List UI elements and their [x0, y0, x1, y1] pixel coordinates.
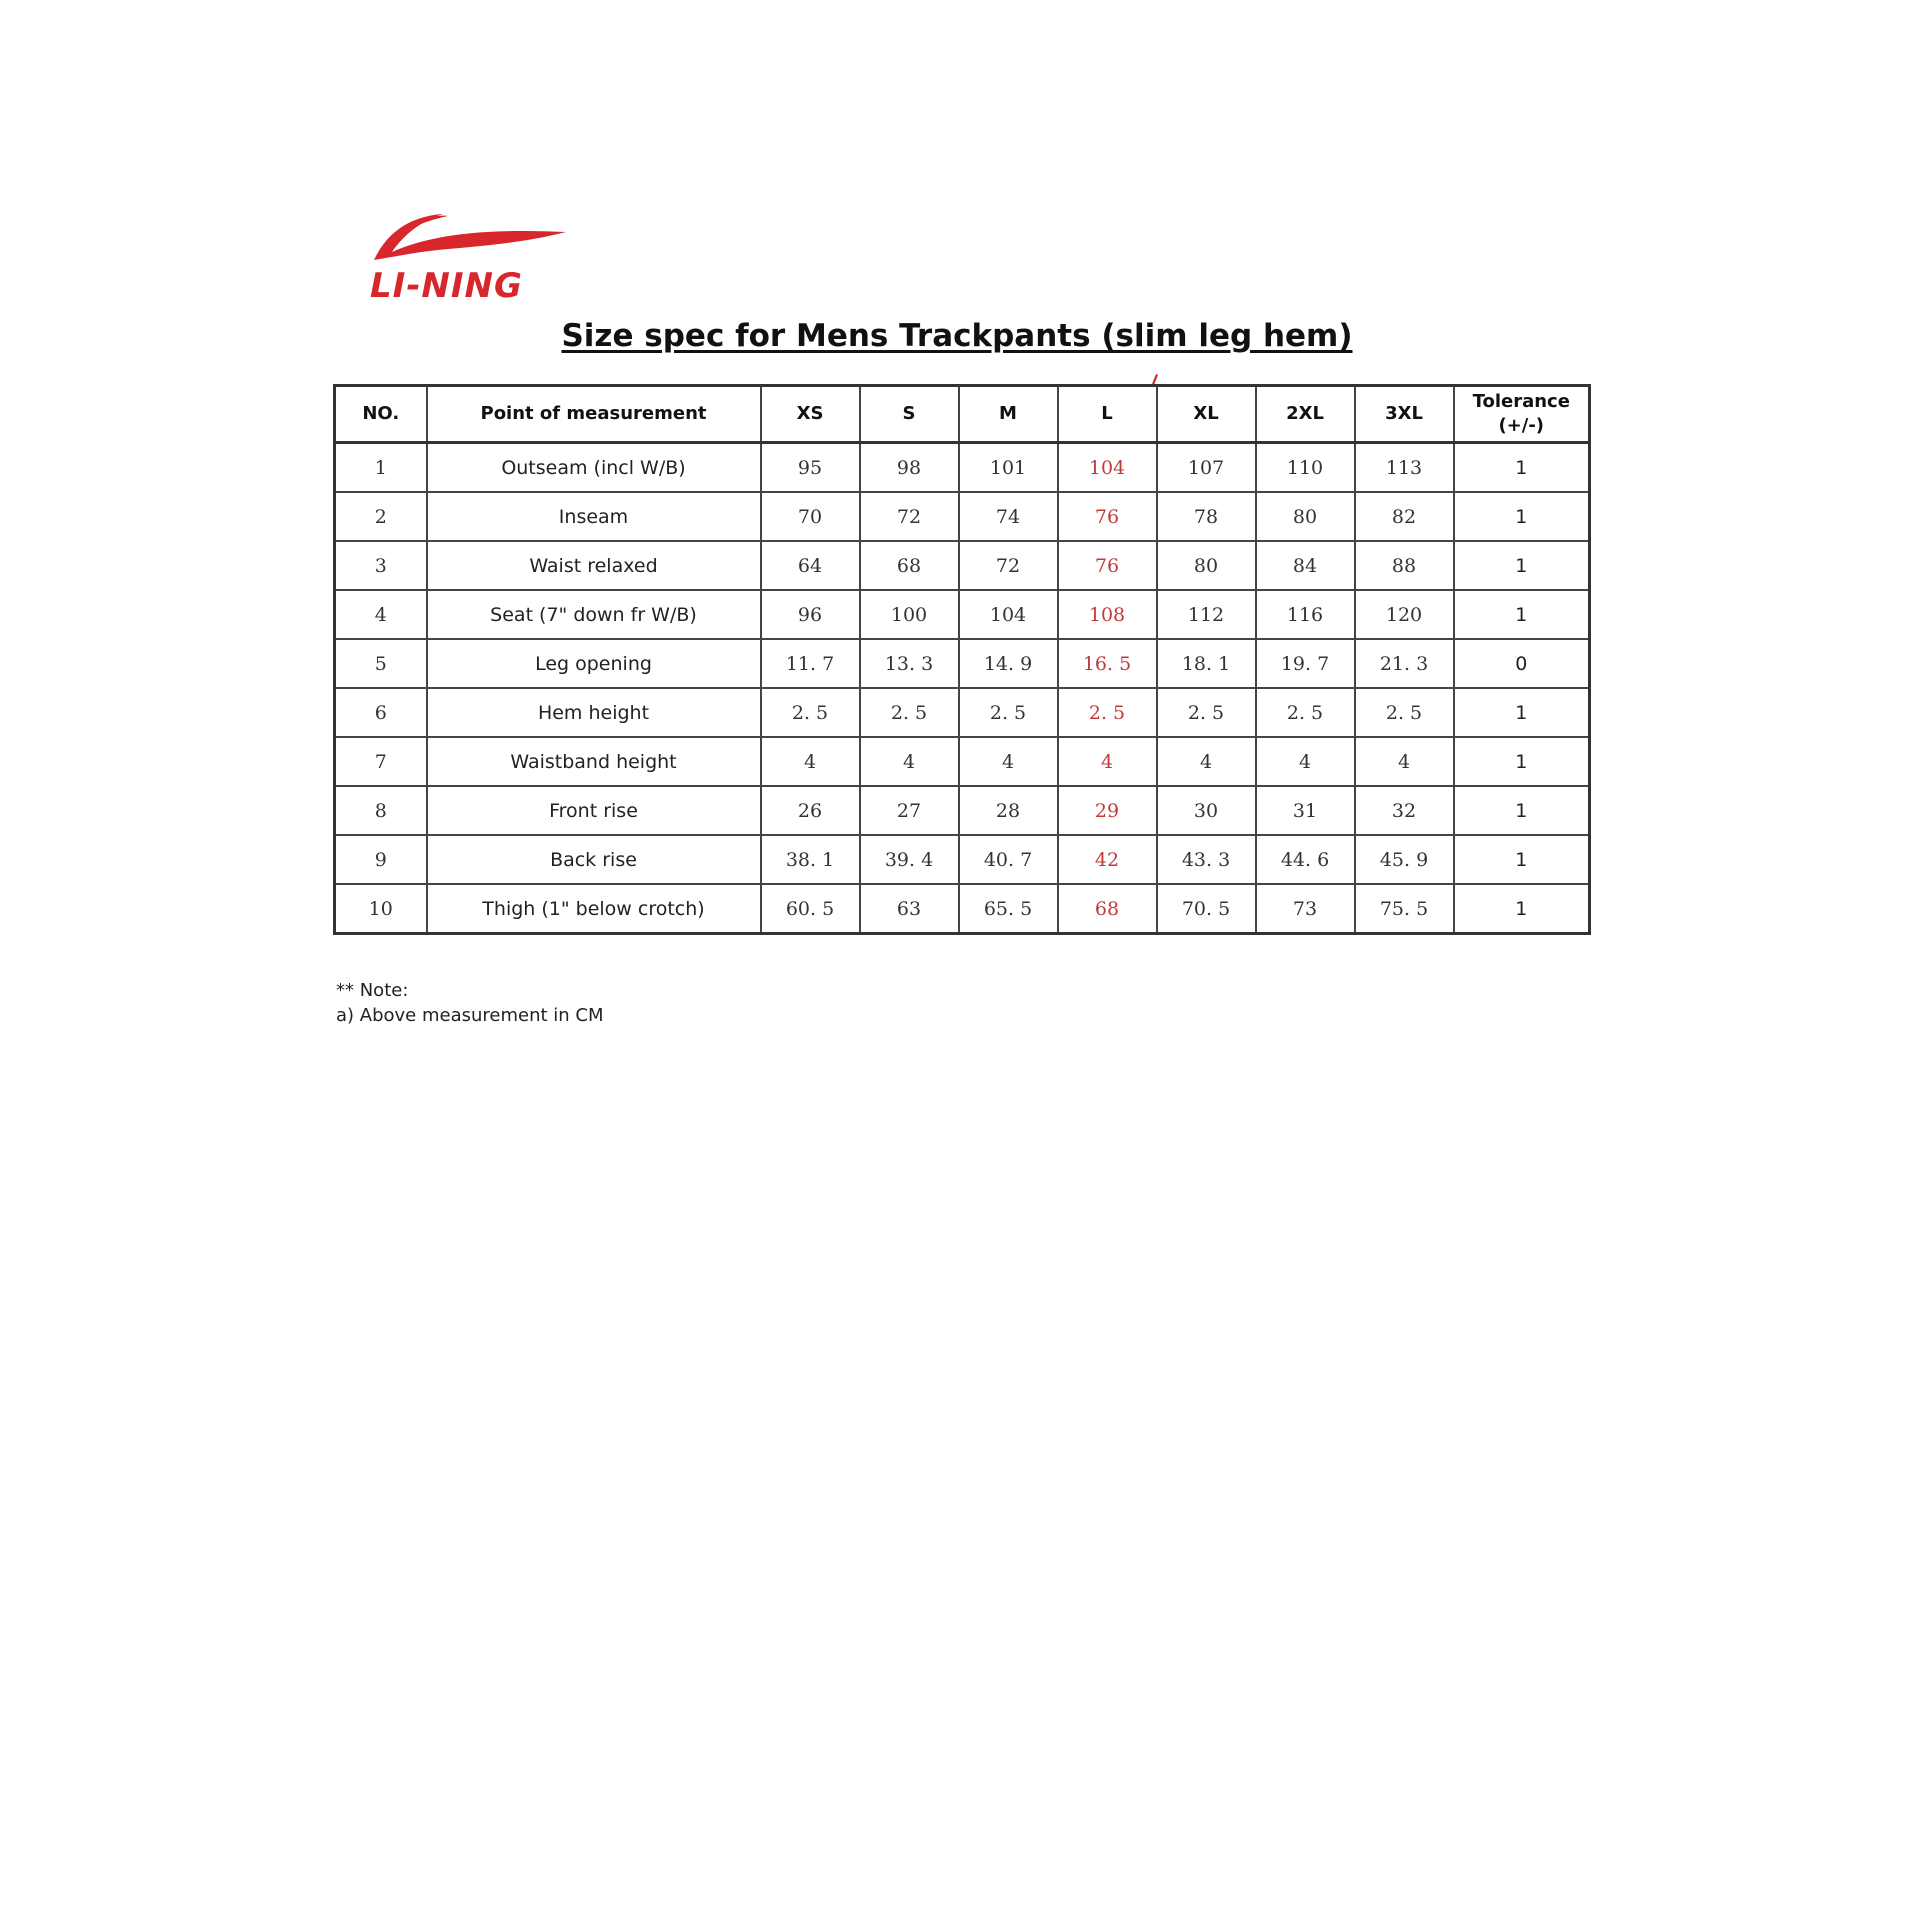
cell-m: 4	[959, 737, 1058, 786]
header-2xl: 2XL	[1256, 386, 1355, 443]
cell-m: 101	[959, 443, 1058, 493]
cell-xl: 43. 3	[1157, 835, 1256, 884]
header-xs: XS	[761, 386, 860, 443]
cell-s: 68	[860, 541, 959, 590]
cell-point-of-measurement: Back rise	[427, 835, 761, 884]
notes	[336, 978, 604, 1028]
cell-l: 29	[1058, 786, 1157, 835]
cell-s: 13. 3	[860, 639, 959, 688]
header-no: NO.	[335, 386, 427, 443]
cell-2xl: 110	[1256, 443, 1355, 493]
note-heading: ** Note:	[336, 980, 409, 1001]
cell-no: 9	[335, 835, 427, 884]
cell-point-of-measurement: Inseam	[427, 492, 761, 541]
cell-s: 27	[860, 786, 959, 835]
cell-2xl: 116	[1256, 590, 1355, 639]
cell-3xl: 32	[1355, 786, 1454, 835]
cell-xl: 70. 5	[1157, 884, 1256, 934]
cell-xs: 2. 5	[761, 688, 860, 737]
header-xl: XL	[1157, 386, 1256, 443]
cell-2xl: 31	[1256, 786, 1355, 835]
cell-no: 7	[335, 737, 427, 786]
cell-3xl: 45. 9	[1355, 835, 1454, 884]
cell-3xl: 82	[1355, 492, 1454, 541]
size-spec-table	[333, 384, 1591, 935]
cell-3xl: 113	[1355, 443, 1454, 493]
cell-m: 74	[959, 492, 1058, 541]
cell-l: 68	[1058, 884, 1157, 934]
table-row	[335, 688, 1590, 737]
cell-xl: 78	[1157, 492, 1256, 541]
table-row	[335, 786, 1590, 835]
header-tolerance: Tolerance (+/-)	[1454, 386, 1590, 443]
cell-l: 42	[1058, 835, 1157, 884]
svg-text:LI-NING: LI-NING	[370, 266, 523, 302]
cell-tolerance: 1	[1454, 443, 1590, 493]
cell-tolerance: 1	[1454, 737, 1590, 786]
cell-tolerance: 1	[1454, 541, 1590, 590]
cell-xs: 4	[761, 737, 860, 786]
cell-s: 2. 5	[860, 688, 959, 737]
cell-point-of-measurement: Waistband height	[427, 737, 761, 786]
cell-m: 104	[959, 590, 1058, 639]
cell-2xl: 84	[1256, 541, 1355, 590]
cell-no: 8	[335, 786, 427, 835]
cell-tolerance: 0	[1454, 639, 1590, 688]
cell-no: 2	[335, 492, 427, 541]
cell-xl: 18. 1	[1157, 639, 1256, 688]
cell-3xl: 120	[1355, 590, 1454, 639]
table-row	[335, 590, 1590, 639]
cell-xs: 11. 7	[761, 639, 860, 688]
cell-s: 72	[860, 492, 959, 541]
cell-xl: 80	[1157, 541, 1256, 590]
header-point-of-measurement: Point of measurement	[427, 386, 761, 443]
table-row	[335, 884, 1590, 934]
cell-xl: 107	[1157, 443, 1256, 493]
cell-point-of-measurement: Leg opening	[427, 639, 761, 688]
cell-point-of-measurement: Waist relaxed	[427, 541, 761, 590]
cell-3xl: 2. 5	[1355, 688, 1454, 737]
cell-2xl: 44. 6	[1256, 835, 1355, 884]
cell-m: 65. 5	[959, 884, 1058, 934]
cell-s: 63	[860, 884, 959, 934]
cell-m: 28	[959, 786, 1058, 835]
cell-m: 2. 5	[959, 688, 1058, 737]
header-3xl: 3XL	[1355, 386, 1454, 443]
li-ning-logo	[368, 210, 568, 302]
cell-m: 14. 9	[959, 639, 1058, 688]
cell-xl: 2. 5	[1157, 688, 1256, 737]
cell-l: 104	[1058, 443, 1157, 493]
cell-tolerance: 1	[1454, 688, 1590, 737]
cell-tolerance: 1	[1454, 492, 1590, 541]
cell-l: 76	[1058, 492, 1157, 541]
cell-no: 3	[335, 541, 427, 590]
cell-xs: 96	[761, 590, 860, 639]
cell-s: 98	[860, 443, 959, 493]
cell-tolerance: 1	[1454, 786, 1590, 835]
table-row	[335, 737, 1590, 786]
cell-tolerance: 1	[1454, 590, 1590, 639]
table-row	[335, 443, 1590, 493]
cell-2xl: 73	[1256, 884, 1355, 934]
cell-no: 1	[335, 443, 427, 493]
cell-point-of-measurement: Thigh (1" below crotch)	[427, 884, 761, 934]
cell-3xl: 4	[1355, 737, 1454, 786]
cell-point-of-measurement: Hem height	[427, 688, 761, 737]
cell-m: 40. 7	[959, 835, 1058, 884]
cell-l: 2. 5	[1058, 688, 1157, 737]
cell-xs: 95	[761, 443, 860, 493]
cell-l: 76	[1058, 541, 1157, 590]
cell-2xl: 80	[1256, 492, 1355, 541]
cell-3xl: 21. 3	[1355, 639, 1454, 688]
cell-tolerance: 1	[1454, 884, 1590, 934]
cell-xs: 64	[761, 541, 860, 590]
note-item: a) Above measurement in CM	[336, 1005, 604, 1026]
cell-2xl: 19. 7	[1256, 639, 1355, 688]
table-body	[335, 443, 1590, 934]
table-row	[335, 835, 1590, 884]
cell-no: 4	[335, 590, 427, 639]
cell-2xl: 4	[1256, 737, 1355, 786]
cell-s: 4	[860, 737, 959, 786]
cell-2xl: 2. 5	[1256, 688, 1355, 737]
table-row	[335, 541, 1590, 590]
cell-point-of-measurement: Outseam (incl W/B)	[427, 443, 761, 493]
cell-xs: 60. 5	[761, 884, 860, 934]
cell-l: 16. 5	[1058, 639, 1157, 688]
table-header-row	[335, 386, 1590, 443]
cell-xs: 26	[761, 786, 860, 835]
header-m: M	[959, 386, 1058, 443]
cell-m: 72	[959, 541, 1058, 590]
cell-point-of-measurement: Front rise	[427, 786, 761, 835]
cell-3xl: 88	[1355, 541, 1454, 590]
cell-xl: 4	[1157, 737, 1256, 786]
cell-s: 39. 4	[860, 835, 959, 884]
page-title: Size spec for Mens Trackpants (slim leg hem)	[561, 318, 1353, 354]
cell-xs: 38. 1	[761, 835, 860, 884]
cell-tolerance: 1	[1454, 835, 1590, 884]
cell-no: 6	[335, 688, 427, 737]
cell-no: 5	[335, 639, 427, 688]
cell-xl: 112	[1157, 590, 1256, 639]
cell-l: 4	[1058, 737, 1157, 786]
cell-xs: 70	[761, 492, 860, 541]
table-row	[335, 639, 1590, 688]
cell-l: 108	[1058, 590, 1157, 639]
table-row	[335, 492, 1590, 541]
cell-point-of-measurement: Seat (7" down fr W/B)	[427, 590, 761, 639]
cell-3xl: 75. 5	[1355, 884, 1454, 934]
header-l: L	[1058, 386, 1157, 443]
cell-xl: 30	[1157, 786, 1256, 835]
header-s: S	[860, 386, 959, 443]
cell-no: 10	[335, 884, 427, 934]
cell-s: 100	[860, 590, 959, 639]
